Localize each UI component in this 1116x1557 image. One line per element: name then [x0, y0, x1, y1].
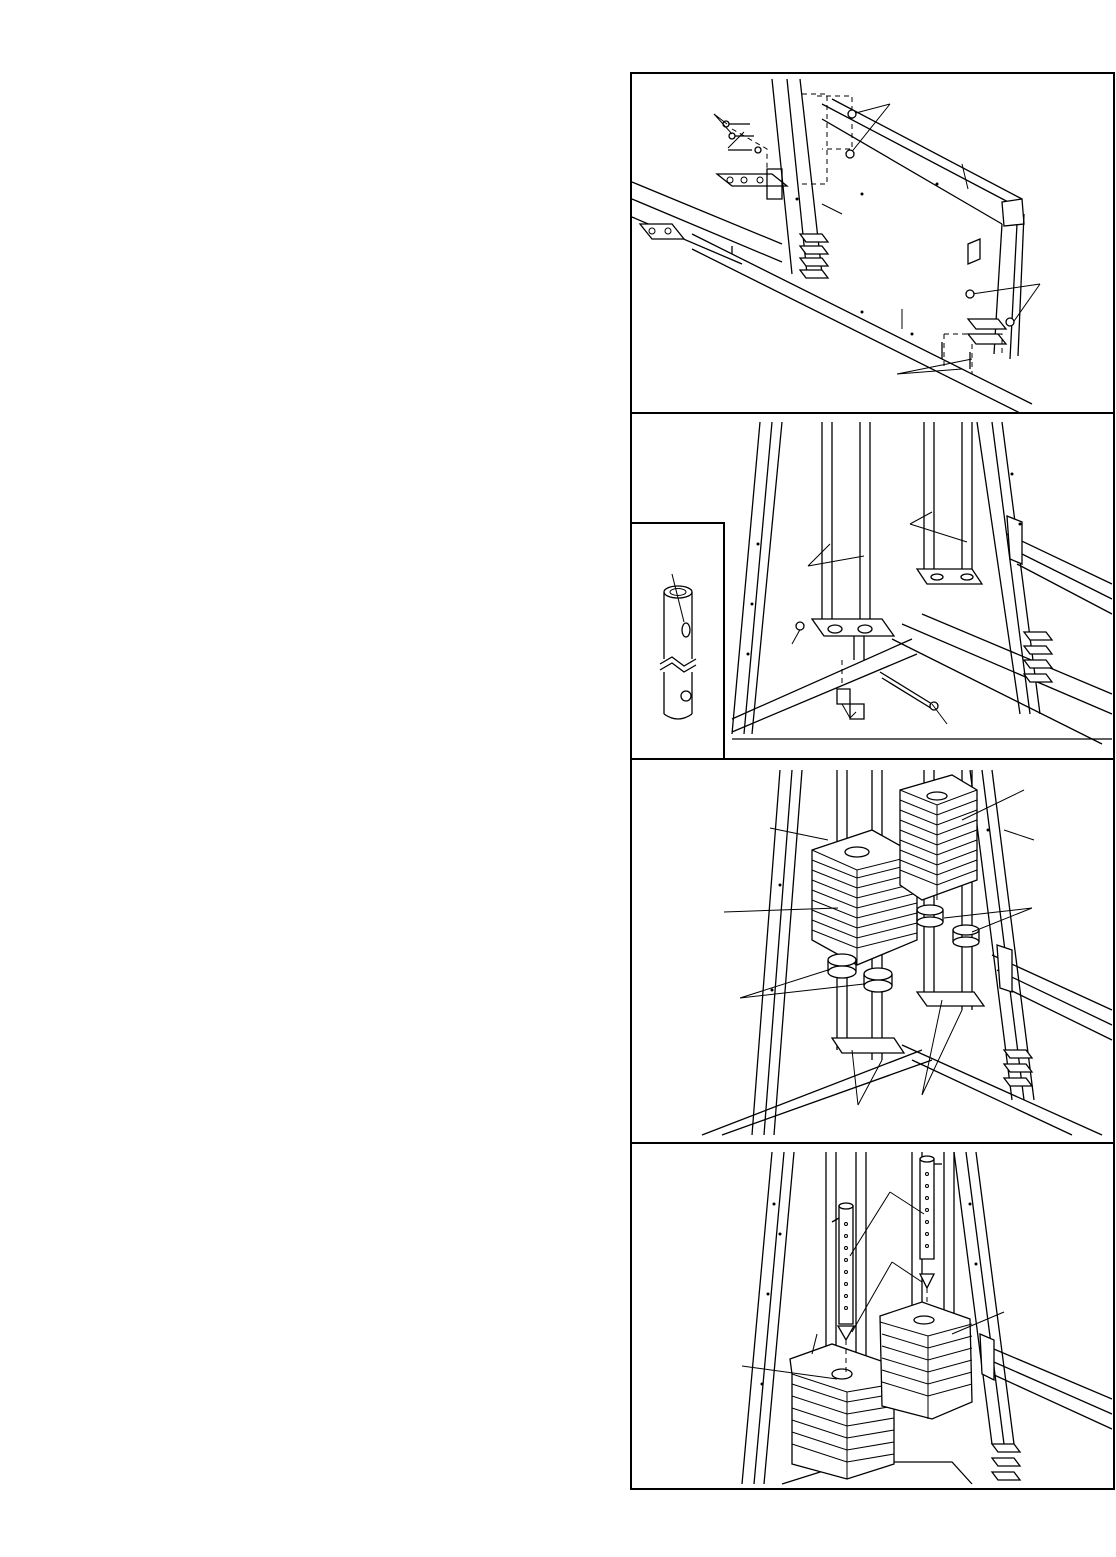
figure-4-drawing	[632, 1144, 1113, 1488]
pin-detail-drawing	[632, 524, 723, 758]
figure-4-panel	[630, 1142, 1115, 1490]
figure-2-inset	[630, 522, 725, 760]
figure-3-drawing	[632, 760, 1113, 1142]
figure-1-drawing	[632, 74, 1113, 412]
figure-3-panel	[630, 758, 1115, 1144]
figure-1-panel	[630, 72, 1115, 414]
